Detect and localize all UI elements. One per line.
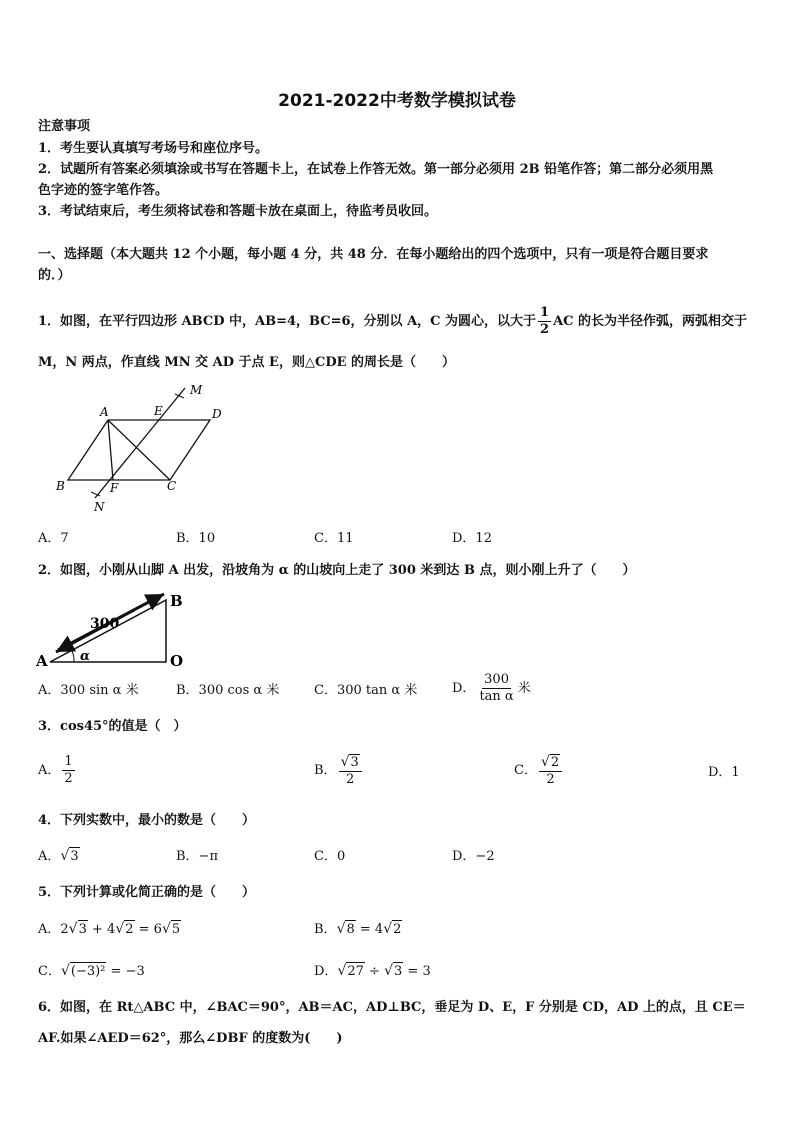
q4-option-a[interactable]: A．√3 <box>38 848 79 864</box>
q5-option-d[interactable]: D．√27 ÷ √3 = 3 <box>314 963 431 979</box>
q5-option-b[interactable]: B．√8 = 4√2 <box>314 921 402 937</box>
q5-a-coef-1: 2 <box>60 922 69 937</box>
q1-option-c[interactable]: C．11 <box>314 531 354 546</box>
q1-option-a[interactable]: A．7 <box>38 531 69 546</box>
q3-option-a[interactable] <box>38 754 77 787</box>
q1-fraction <box>538 305 551 338</box>
q2-slope-figure <box>36 588 196 670</box>
q5-d-rad-2: 3 <box>394 964 403 979</box>
q5-option-b-label: B． <box>314 922 337 937</box>
q4-option-c[interactable]: C．0 <box>314 849 346 864</box>
q3-option-b-num: √3 <box>339 754 362 772</box>
label-a: A <box>36 652 48 670</box>
label-e: E <box>154 404 163 418</box>
q5-d-rad-1: 27 <box>347 964 364 979</box>
notice-item-2: 2．试题所有答案必须填涂或书写在答题卡上，在试卷上作答无效。第一部分必须用 2B 铅笔作答；第二部分必须用黑 <box>38 162 714 177</box>
q3-option-b-den: 2 <box>346 772 355 787</box>
q1-text-b: AC 的长为半径作弧，两弧相交于 <box>553 313 748 329</box>
q2-option-b[interactable]: B．300 cos α 米 <box>176 683 280 698</box>
q3-option-b-label: B． <box>314 763 337 778</box>
q6-stem-cont: AF.如果∠AED＝62°，那么∠DBF 的度数为( ) <box>38 1031 343 1046</box>
q3-option-b-fraction <box>339 754 362 788</box>
q3-option-a-fraction <box>62 754 74 787</box>
q5-a-coef-2: + 4 <box>87 922 116 937</box>
label-d: D <box>212 407 222 421</box>
q3-option-a-den: 2 <box>64 771 73 786</box>
q4-option-a-label: A． <box>38 849 61 864</box>
q5-stem: 5．下列计算或化简正确的是（ ） <box>38 885 256 900</box>
section-header: 一、选择题（本大题共 12 个小题，每小题 4 分，共 48 分．在每小题给出的四个选项中，只有一项是符合题目要求 <box>38 247 709 262</box>
page-title: 2021-2022中考数学模拟试卷 <box>278 91 516 111</box>
section-header-cont: 的．） <box>38 268 71 283</box>
q4-option-a-radicand: 3 <box>70 849 79 864</box>
label-b: B <box>56 479 65 493</box>
q2-option-d-label: D． <box>452 680 476 696</box>
q2-option-d[interactable] <box>452 672 531 705</box>
notice-item-1: 1．考生要认真填写考场号和座位序号。 <box>38 141 269 156</box>
q6-stem: 6．如图，在 Rt△ABC 中，∠BAC＝90°，AB＝AC，AD⊥BC，垂足为 D、E，F 分别是 CD，AD 上的点，且 CE＝ <box>38 1000 746 1015</box>
q3-option-b[interactable] <box>314 754 364 788</box>
q1-stem-cont: M，N 两点，作直线 MN 交 AD 于点 E，则△CDE 的周长是（ ） <box>38 355 456 370</box>
q5-a-coef-3: = 6 <box>134 922 162 937</box>
label-300: 300 <box>90 616 120 632</box>
q3-option-c-den: 2 <box>546 772 555 787</box>
q5-option-d-label: D． <box>314 964 338 979</box>
q5-a-rad-2: 2 <box>125 922 134 937</box>
q1-frac-num: 1 <box>540 305 550 320</box>
q5-option-a-label: A． <box>38 922 61 937</box>
label-b: B <box>170 592 183 610</box>
q2-option-c[interactable]: C．300 tan α 米 <box>314 683 418 698</box>
q2-option-a[interactable]: A．300 sin α 米 <box>38 683 139 698</box>
notice-item-2-cont: 色字迹的签字笔作答。 <box>38 183 169 198</box>
q1-text-a: 1．如图，在平行四边形 ABCD 中，AB=4，BC=6，分别以 A，C 为圆心，以大于 <box>38 313 537 329</box>
angle-arc <box>72 651 74 662</box>
label-a: A <box>100 405 109 419</box>
q2-option-d-fraction <box>477 672 515 705</box>
q3-option-c-radicand: 2 <box>550 755 560 770</box>
q1-parallelogram-figure <box>50 380 240 515</box>
q5-d-div: ÷ <box>364 964 385 979</box>
q1-option-b[interactable]: B．10 <box>176 531 216 546</box>
q2-option-d-den: tan α <box>479 689 514 704</box>
notice-item-3: 3．考试结束后，考生须将试卷和答题卡放在桌面上，待监考员收回。 <box>38 204 438 219</box>
q5-a-rad-3: 5 <box>171 922 181 937</box>
q2-option-d-num: 300 <box>484 672 509 687</box>
q4-option-d[interactable]: D．−2 <box>452 849 495 864</box>
segment-af <box>108 420 113 480</box>
q5-b-rad-2: 2 <box>393 922 402 937</box>
q5-option-c[interactable]: C．√(−3)² = −3 <box>38 963 145 979</box>
q1-stem <box>38 305 747 338</box>
q3-stem: 3．cos45°的值是（ ） <box>38 719 187 734</box>
q3-option-c-fraction <box>539 754 562 788</box>
label-c: C <box>167 479 177 493</box>
label-n: N <box>94 500 105 514</box>
q1-option-d[interactable]: D．12 <box>452 531 492 546</box>
q3-option-c[interactable] <box>514 754 564 788</box>
q3-option-d[interactable]: D．1 <box>708 765 740 780</box>
q1-frac-den: 2 <box>540 322 550 337</box>
notice-heading: 注意事项 <box>38 119 91 134</box>
label-o: O <box>170 652 184 670</box>
q5-option-a[interactable]: A．2√3 + 4√2 = 6√5 <box>38 921 181 937</box>
q4-option-b[interactable]: B．−π <box>176 849 218 864</box>
q5-a-rad-1: 3 <box>78 922 87 937</box>
q5-b-coef: = 4 <box>355 922 384 937</box>
q5-option-c-label: C． <box>38 964 61 979</box>
q2-option-d-unit: 米 <box>517 680 531 696</box>
q4-stem: 4．下列实数中，最小的数是（ ） <box>38 813 256 828</box>
label-m: M <box>190 383 203 397</box>
q2-stem: 2．如图，小刚从山脚 A 出发，沿坡角为 α 的山坡向上走了 300 米到达 B 点，则小刚上升了（ ） <box>38 563 636 578</box>
q5-d-tail: = 3 <box>403 964 431 979</box>
q5-c-radicand: (−3)² <box>70 964 106 979</box>
label-f: F <box>110 481 119 495</box>
q3-option-a-label: A． <box>38 762 61 778</box>
q3-option-b-radicand: 3 <box>350 755 359 770</box>
q3-option-a-num: 1 <box>64 754 73 769</box>
q5-c-tail: = −3 <box>106 964 145 979</box>
q3-option-c-num: √2 <box>539 754 562 772</box>
q3-option-c-label: C． <box>514 763 537 778</box>
label-alpha: α <box>80 649 91 664</box>
q5-b-rad-1: 8 <box>346 922 355 937</box>
